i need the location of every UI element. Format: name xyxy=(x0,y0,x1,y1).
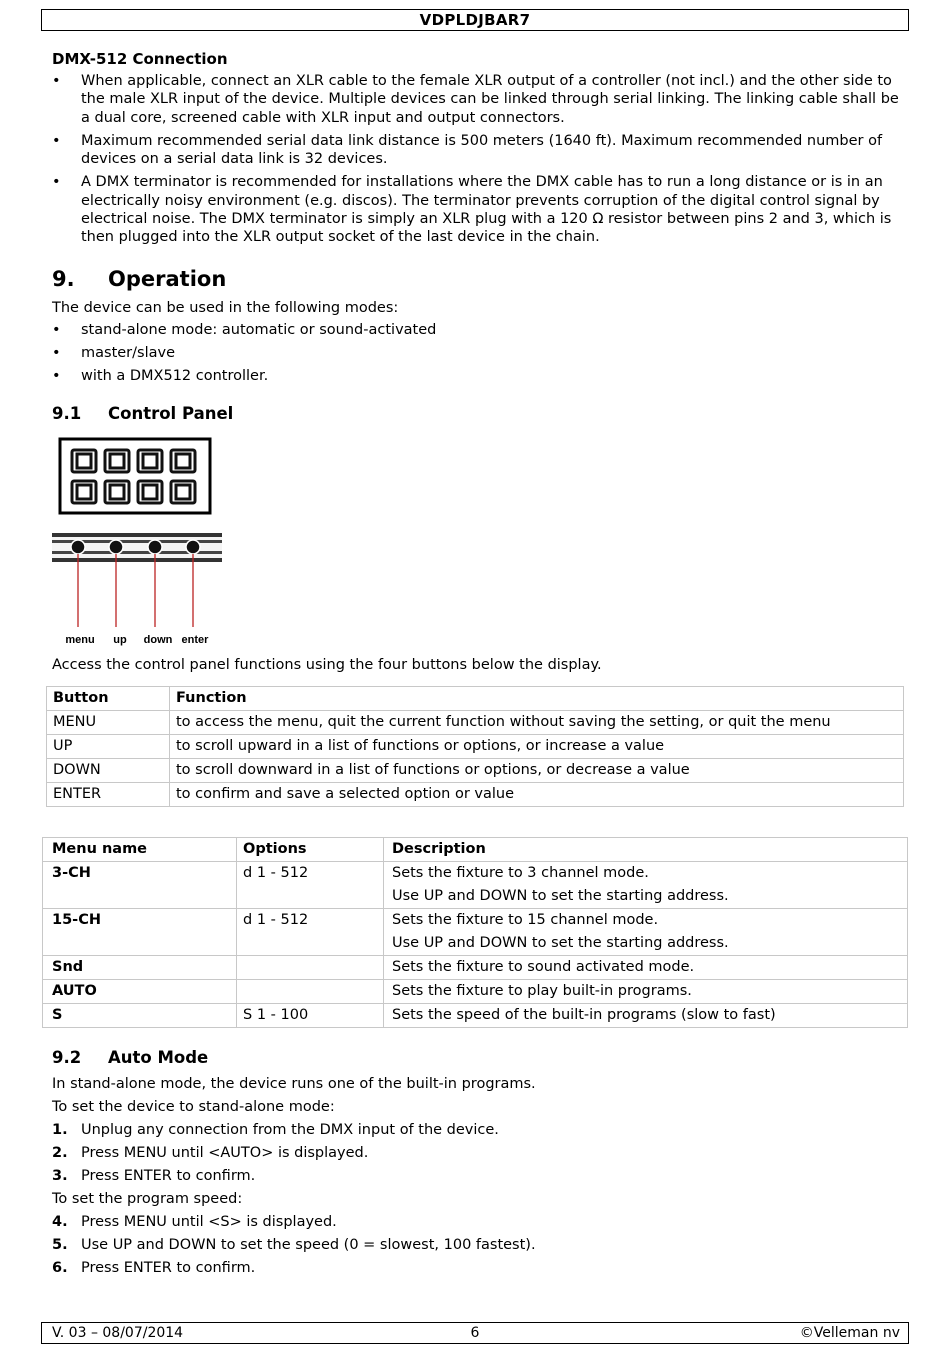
button-leader-lines xyxy=(78,554,193,627)
program-speed-label: To set the program speed: xyxy=(52,1190,243,1207)
control-panel-illustration xyxy=(52,437,232,652)
down-button-label: down xyxy=(143,633,173,646)
list-item: 1. Unplug any connection from the DMX input of the device. xyxy=(52,1121,499,1138)
table-row: Snd Sets the fixture to sound activated mode. xyxy=(43,955,908,979)
page-content xyxy=(52,50,902,1280)
header-title: VDPLDJBAR7 xyxy=(419,11,531,29)
table-row: UP to scroll upward in a list of functions or options, or increase a value xyxy=(47,734,904,758)
table-row: AUTO Sets the fixture to play built-in programs. xyxy=(43,979,908,1003)
list-item: 5. Use UP and DOWN to set the speed (0 = slowest, 100 fastest). xyxy=(52,1236,536,1253)
table-row: ENTER to confirm and save a selected option or value xyxy=(47,782,904,806)
button-function-table xyxy=(46,686,904,807)
table-header-row: Button Function xyxy=(47,686,904,710)
dmx-bullet-list xyxy=(52,72,902,247)
table-row: 15-CH d 1 - 512 Sets the fixture to 15 channel mode. Use UP and DOWN to set the starting address. xyxy=(43,908,908,955)
auto-mode-intro: In stand-alone mode, the device runs one of the built-in programs. xyxy=(52,1075,536,1092)
auto-mode-set-label: To set the device to stand-alone mode: xyxy=(52,1098,335,1115)
list-item: • stand-alone mode: automatic or sound-activated xyxy=(52,321,437,338)
control-panel-diagram xyxy=(52,437,232,652)
menu-table xyxy=(42,837,908,1028)
control-panel-caption: Access the control panel functions using the four buttons below the display. xyxy=(52,656,602,673)
list-item: • When applicable, connect an XLR cable to the female XLR output of a controller (not incl.) and the other side to the male XLR input of the device. Multiple devices can be linked through serial linking. The linking cable shall be a dual core, screened cable with XLR input and output connectors. xyxy=(52,73,899,126)
page-header xyxy=(41,9,909,31)
table-row: MENU to access the menu, quit the current function without saving the setting, or quit the menu xyxy=(47,710,904,734)
list-item: 2. Press MENU until <AUTO> is displayed. xyxy=(52,1144,369,1161)
operation-intro: The device can be used in the following modes: xyxy=(52,299,399,316)
table-row: S S 1 - 100 Sets the speed of the built-in programs (slow to fast) xyxy=(43,1003,908,1027)
page-number: 6 xyxy=(470,1325,480,1341)
page-footer xyxy=(41,1322,909,1344)
program-speed-steps xyxy=(52,1211,902,1280)
auto-mode-heading: 9.2 Auto Mode xyxy=(52,1047,209,1067)
dmx-section-title: DMX-512 Connection xyxy=(52,50,228,68)
operation-heading: 9. Operation xyxy=(52,266,227,291)
table-row: 3-CH d 1 - 512 Sets the fixture to 3 channel mode. Use UP and DOWN to set the starting address. xyxy=(43,861,908,908)
control-panel-heading: 9.1 Control Panel xyxy=(52,403,234,423)
table-header-row: Menu name Options Description xyxy=(43,837,908,861)
menu-button-label: menu xyxy=(65,633,95,646)
list-item: • Maximum recommended serial data link distance is 500 meters (1640 ft). Maximum recommended number of devices on a serial data link is 32 devices. xyxy=(52,132,883,168)
list-item: 6. Press ENTER to confirm. xyxy=(52,1259,256,1276)
table-row: DOWN to scroll downward in a list of functions or options, or decrease a value xyxy=(47,758,904,782)
up-button-label: up xyxy=(113,633,127,646)
list-item: • with a DMX512 controller. xyxy=(52,367,269,384)
list-item: • A DMX terminator is recommended for installations where the DMX cable has to run a long distance or is in an electrically noisy environment (e.g. discos). The terminator prevents corruption of the digital control signal by electrical noise. The DMX terminator is simply an XLR plug with a 120 Ω resistor between pins 2 and 3, which is then plugged into the XLR output socket of the last device in the chain. xyxy=(52,174,892,246)
auto-mode-steps xyxy=(52,1119,902,1188)
mode-list xyxy=(52,319,902,388)
list-item: 4. Press MENU until <S> is displayed. xyxy=(52,1213,337,1230)
enter-button-label: enter xyxy=(181,633,209,646)
list-item: • master/slave xyxy=(52,344,175,361)
list-item: 3. Press ENTER to confirm. xyxy=(52,1167,256,1184)
copyright: ©Velleman nv xyxy=(799,1325,900,1341)
version-date: V. 03 – 08/07/2014 xyxy=(52,1325,184,1341)
